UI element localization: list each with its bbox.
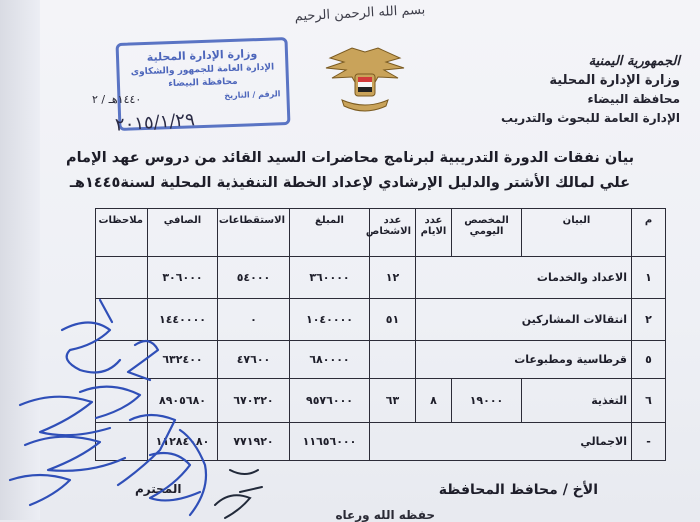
cell-notes xyxy=(96,257,148,299)
cell-num: ١ xyxy=(632,257,666,299)
issuer-block xyxy=(480,52,680,128)
cell-notes xyxy=(96,299,148,341)
closing-line: حفظه الله ورعاه xyxy=(335,508,435,522)
cell-desc: التغذية xyxy=(522,379,632,423)
cell-amount: ١١٦٥٦٠٠٠ xyxy=(290,423,370,461)
title-line-1: بيان نفقات الدورة التدريبية لبرنامج محاضرات السيد القائد من دروس عهد الإمام xyxy=(65,150,635,166)
title-line-2: علي لمالك الأشتر والدليل الإرشادي لإعداد الخطة التنفيذية المحلية لسنة١٤٤٥هـ xyxy=(69,175,631,191)
cell-deductions: ٥٤٠٠٠ xyxy=(218,257,290,299)
page-edge xyxy=(0,0,40,520)
cell-persons: ٥١ xyxy=(370,299,416,341)
stamp-line-1: وزارة الإدارة المحلية xyxy=(146,47,258,64)
cell-deductions: ٦٧٠٣٢٠ xyxy=(218,379,290,423)
cell-num: ٢ xyxy=(632,299,666,341)
department-name: الإدارة العامة للبحوث والتدريب xyxy=(500,111,680,125)
cell-persons xyxy=(370,341,416,379)
cell-net: ٨٩٠٥٦٨٠ xyxy=(148,379,218,423)
eagle-emblem-icon xyxy=(322,44,408,120)
cell-notes xyxy=(96,423,148,461)
cell-notes xyxy=(96,341,148,379)
header-deductions: الاستقطاعات xyxy=(218,209,290,257)
cell-num: ٦ xyxy=(632,379,666,423)
cell-daily: ١٩٠٠٠ xyxy=(452,379,522,423)
cell-notes xyxy=(96,379,148,423)
bismillah-header: بسم الله الرحمن الرحيم xyxy=(294,2,426,25)
header-amount: المبلغ xyxy=(290,209,370,257)
table-row xyxy=(96,299,666,341)
cell-net: ١٤٤٠٠٠٠ xyxy=(148,299,218,341)
ministry-name: وزارة الإدارة المحلية xyxy=(549,73,680,88)
recipient-title: الأخ / محافظ المحافظة xyxy=(438,482,598,498)
cell-deductions: ٠ xyxy=(218,299,290,341)
table-header-row xyxy=(96,209,666,257)
header-days: عدد الايام xyxy=(416,209,452,257)
cell-deductions: ٤٧٦٠٠ xyxy=(218,341,290,379)
cell-amount: ١٠٤٠٠٠٠ xyxy=(290,299,370,341)
document-title xyxy=(30,146,670,196)
cell-persons: ٦٣ xyxy=(370,379,416,423)
handwritten-date: ٢٠١٥/١/٢٩ xyxy=(114,109,196,136)
governorate-name: محافظة البيضاء xyxy=(587,92,680,106)
stamp-line-2: الإدارة العامة للجمهور والشكاوى xyxy=(130,62,275,78)
honorific: المحترم xyxy=(135,482,182,496)
header-persons: عدد الاشخاص xyxy=(370,209,416,257)
cell-desc: قرطاسية ومطبوعات xyxy=(416,341,632,379)
header-desc: البيان xyxy=(522,209,632,257)
cell-net: ٣٠٦٠٠٠ xyxy=(148,257,218,299)
header-daily: المخصص اليومي xyxy=(452,209,522,257)
cell-amount: ٦٨٠٠٠٠ xyxy=(290,341,370,379)
cell-amount: ٩٥٧٦٠٠٠ xyxy=(290,379,370,423)
table-total-row xyxy=(96,423,666,461)
cell-amount: ٣٦٠٠٠٠ xyxy=(290,257,370,299)
expenses-table xyxy=(95,208,666,461)
reference-number: ١٤٤٠هـ / ٢ xyxy=(92,93,142,106)
cell-net: ٦٣٢٤٠٠ xyxy=(148,341,218,379)
cell-num: ٥ xyxy=(632,341,666,379)
stamp-line-4: الرقم / التاريخ xyxy=(224,89,281,101)
cell-deductions: ٧٧١٩٢٠ xyxy=(218,423,290,461)
cell-num: - xyxy=(632,423,666,461)
cell-net: ١١٢٨٤٠٨٠ xyxy=(148,423,218,461)
signature-area xyxy=(0,468,700,520)
cell-desc: انتقالات المشاركين xyxy=(416,299,632,341)
header-num: م xyxy=(632,209,666,257)
cell-desc: الاجمالي xyxy=(370,423,632,461)
table-row xyxy=(96,379,666,423)
table-row xyxy=(96,341,666,379)
table-row xyxy=(96,257,666,299)
cell-persons: ١٢ xyxy=(370,257,416,299)
cell-days: ٨ xyxy=(416,379,452,423)
country-name: الجمهورية اليمنية xyxy=(588,54,680,69)
header-net: الصافي xyxy=(148,209,218,257)
stamp-line-3: محافظة البيضاء xyxy=(168,76,238,90)
header-notes: ملاحظات xyxy=(96,209,148,257)
cell-desc: الاعداد والخدمات xyxy=(416,257,632,299)
